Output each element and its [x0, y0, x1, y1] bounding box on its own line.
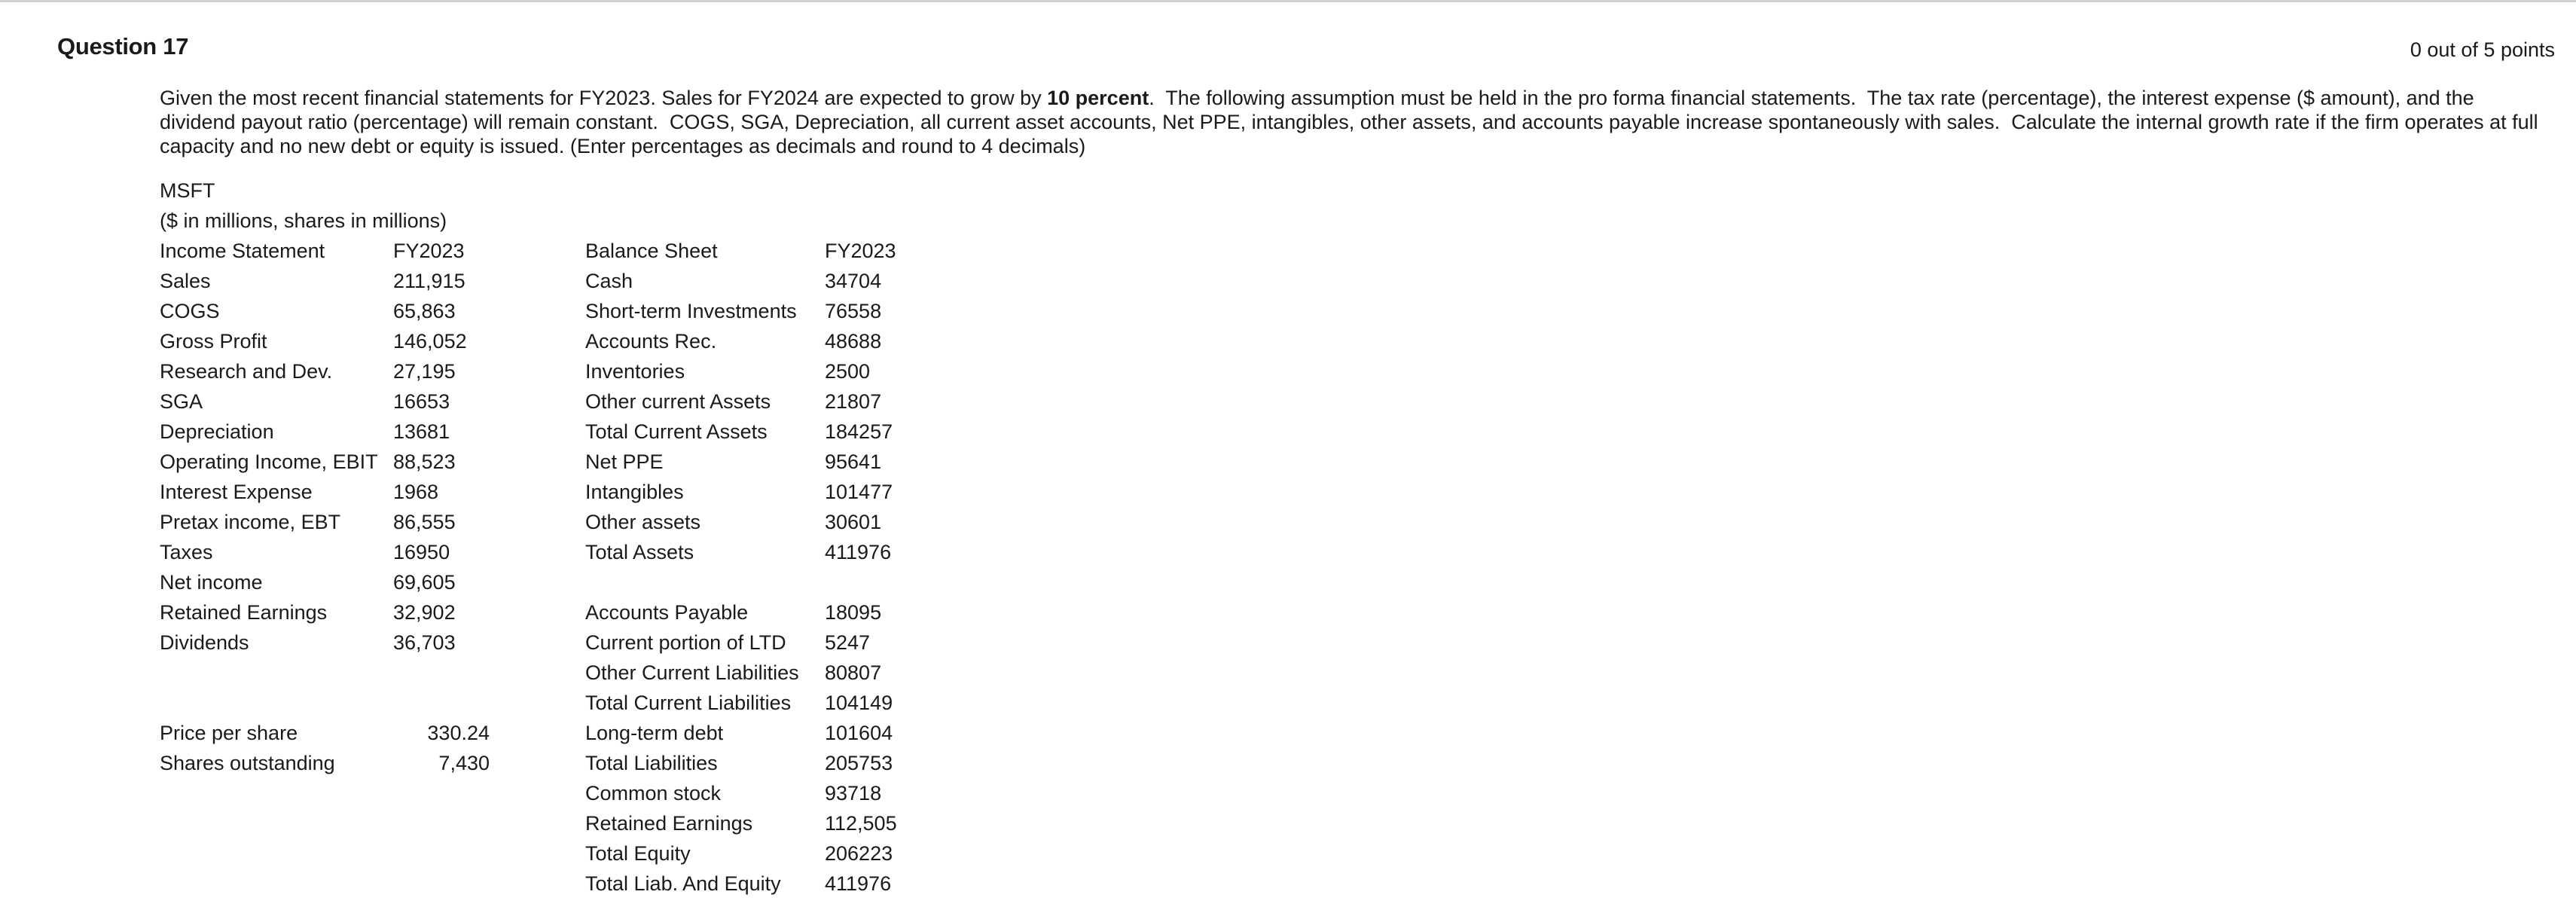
income-statement-value: 1968	[393, 481, 439, 503]
question-text	[160, 86, 2555, 158]
balance-sheet-value: 76558	[825, 300, 882, 322]
income-statement-header: Income Statement	[160, 240, 325, 262]
share-data-value: 7,430	[438, 752, 490, 774]
balance-sheet-value: 93718	[825, 782, 882, 805]
income-statement-label: Pretax income, EBT	[160, 511, 341, 533]
income-statement-label: COGS	[160, 300, 220, 322]
income-statement-label: Dividends	[160, 631, 249, 654]
balance-sheet-label: Total Assets	[585, 541, 694, 563]
balance-sheet-label: Other current Assets	[585, 390, 771, 413]
share-data-label: Price per share	[160, 722, 298, 744]
income-statement-value: 69,605	[393, 571, 456, 594]
balance-sheet-value: 2500	[825, 360, 871, 383]
share-data-value: 330.24	[427, 722, 490, 744]
balance-sheet-value: 21807	[825, 390, 882, 413]
balance-sheet-value: 18095	[825, 601, 882, 624]
income-statement-value: 27,195	[393, 360, 456, 383]
income-statement-label: Operating Income, EBIT	[160, 450, 378, 473]
balance-sheet-label: Accounts Payable	[585, 601, 749, 624]
balance-sheet-value: 80807	[825, 661, 882, 684]
income-statement-value: 36,703	[393, 631, 456, 654]
balance-sheet-value: 411976	[825, 541, 892, 563]
balance-sheet-value: 95641	[825, 450, 882, 473]
balance-sheet-value: 411976	[825, 872, 892, 895]
income-statement-label: Interest Expense	[160, 481, 313, 503]
income-statement-label: Research and Dev.	[160, 360, 333, 383]
balance-sheet-header: Balance Sheet	[585, 240, 718, 262]
income-statement-value: 13681	[393, 420, 450, 443]
balance-sheet-value: 101477	[825, 481, 893, 503]
company-ticker: MSFT	[160, 179, 215, 202]
units-note: ($ in millions, shares in millions)	[160, 209, 447, 232]
balance-sheet-value: 184257	[825, 420, 893, 443]
balance-sheet-label: Long-term debt	[585, 722, 724, 744]
income-statement-label: Gross Profit	[160, 330, 267, 353]
balance-sheet-label: Current portion of LTD	[585, 631, 786, 654]
question-text-end: . The following assumption must be held in the pro forma financial statements. The tax rate (percentage), the interest expense ($ amount), and the dividend payout ratio (percentage) will remain constant. COGS, SGA, Depreciation, all current asset accounts, Net PPE, intangibles, other assets, and accounts payable increase spontaneously with sales. Calculate the internal growth rate if the firm operates at full capacity and no new debt or equity is issued. (Enter percentages as decimals and round to 4 decimals)	[160, 87, 2544, 157]
balance-sheet-label: Net PPE	[585, 450, 664, 473]
balance-sheet-label: Total Current Liabilities	[585, 692, 792, 714]
balance-sheet-label: Total Liab. And Equity	[585, 872, 781, 895]
income-statement-value: 16653	[393, 390, 450, 413]
balance-sheet-value: 112,505	[825, 812, 897, 835]
balance-sheet-value: 101604	[825, 722, 893, 744]
question-text-emphasis: 10 percent	[1047, 87, 1149, 109]
balance-sheet-value: 205753	[825, 752, 893, 774]
balance-sheet-value: 34704	[825, 270, 882, 292]
balance-sheet-value: 48688	[825, 330, 882, 353]
balance-sheet-label: Accounts Rec.	[585, 330, 717, 353]
income-statement-label: SGA	[160, 390, 203, 413]
income-statement-value: 16950	[393, 541, 450, 563]
balance-sheet-label: Short-term Investments	[585, 300, 797, 322]
balance-sheet-label: Other assets	[585, 511, 701, 533]
balance-sheet-label: Total Current Assets	[585, 420, 768, 443]
income-statement-value: 65,863	[393, 300, 456, 322]
balance-sheet-value: 5247	[825, 631, 871, 654]
top-divider	[0, 0, 2576, 2]
balance-sheet-label: Retained Earnings	[585, 812, 753, 835]
balance-sheet-label: Intangibles	[585, 481, 684, 503]
balance-sheet-label: Cash	[585, 270, 633, 292]
balance-sheet-label: Common stock	[585, 782, 722, 805]
balance-sheet-value: 104149	[825, 692, 893, 714]
balance-sheet-year: FY2023	[825, 240, 896, 262]
income-statement-value: 32,902	[393, 601, 456, 624]
balance-sheet-label: Other Current Liabilities	[585, 661, 799, 684]
income-statement-label: Depreciation	[160, 420, 274, 443]
balance-sheet-value: 30601	[825, 511, 882, 533]
income-statement-label: Sales	[160, 270, 211, 292]
balance-sheet-label: Total Liabilities	[585, 752, 718, 774]
question-text-start: Given the most recent financial statements for FY2023. Sales for FY2024 are expected to grow by	[160, 87, 1048, 109]
income-statement-label: Retained Earnings	[160, 601, 328, 624]
income-statement-year: FY2023	[393, 240, 465, 262]
balance-sheet-label: Total Equity	[585, 842, 691, 865]
income-statement-label: Taxes	[160, 541, 213, 563]
balance-sheet-label: Inventories	[585, 360, 685, 383]
share-data-label: Shares outstanding	[160, 752, 335, 774]
question-points: 0 out of 5 points	[2410, 38, 2555, 61]
income-statement-value: 86,555	[393, 511, 456, 533]
income-statement-value: 211,915	[393, 270, 465, 292]
income-statement-value: 88,523	[393, 450, 456, 473]
question-title: Question 17	[57, 33, 189, 60]
income-statement-value: 146,052	[393, 330, 467, 353]
income-statement-label: Net income	[160, 571, 263, 594]
balance-sheet-value: 206223	[825, 842, 893, 865]
